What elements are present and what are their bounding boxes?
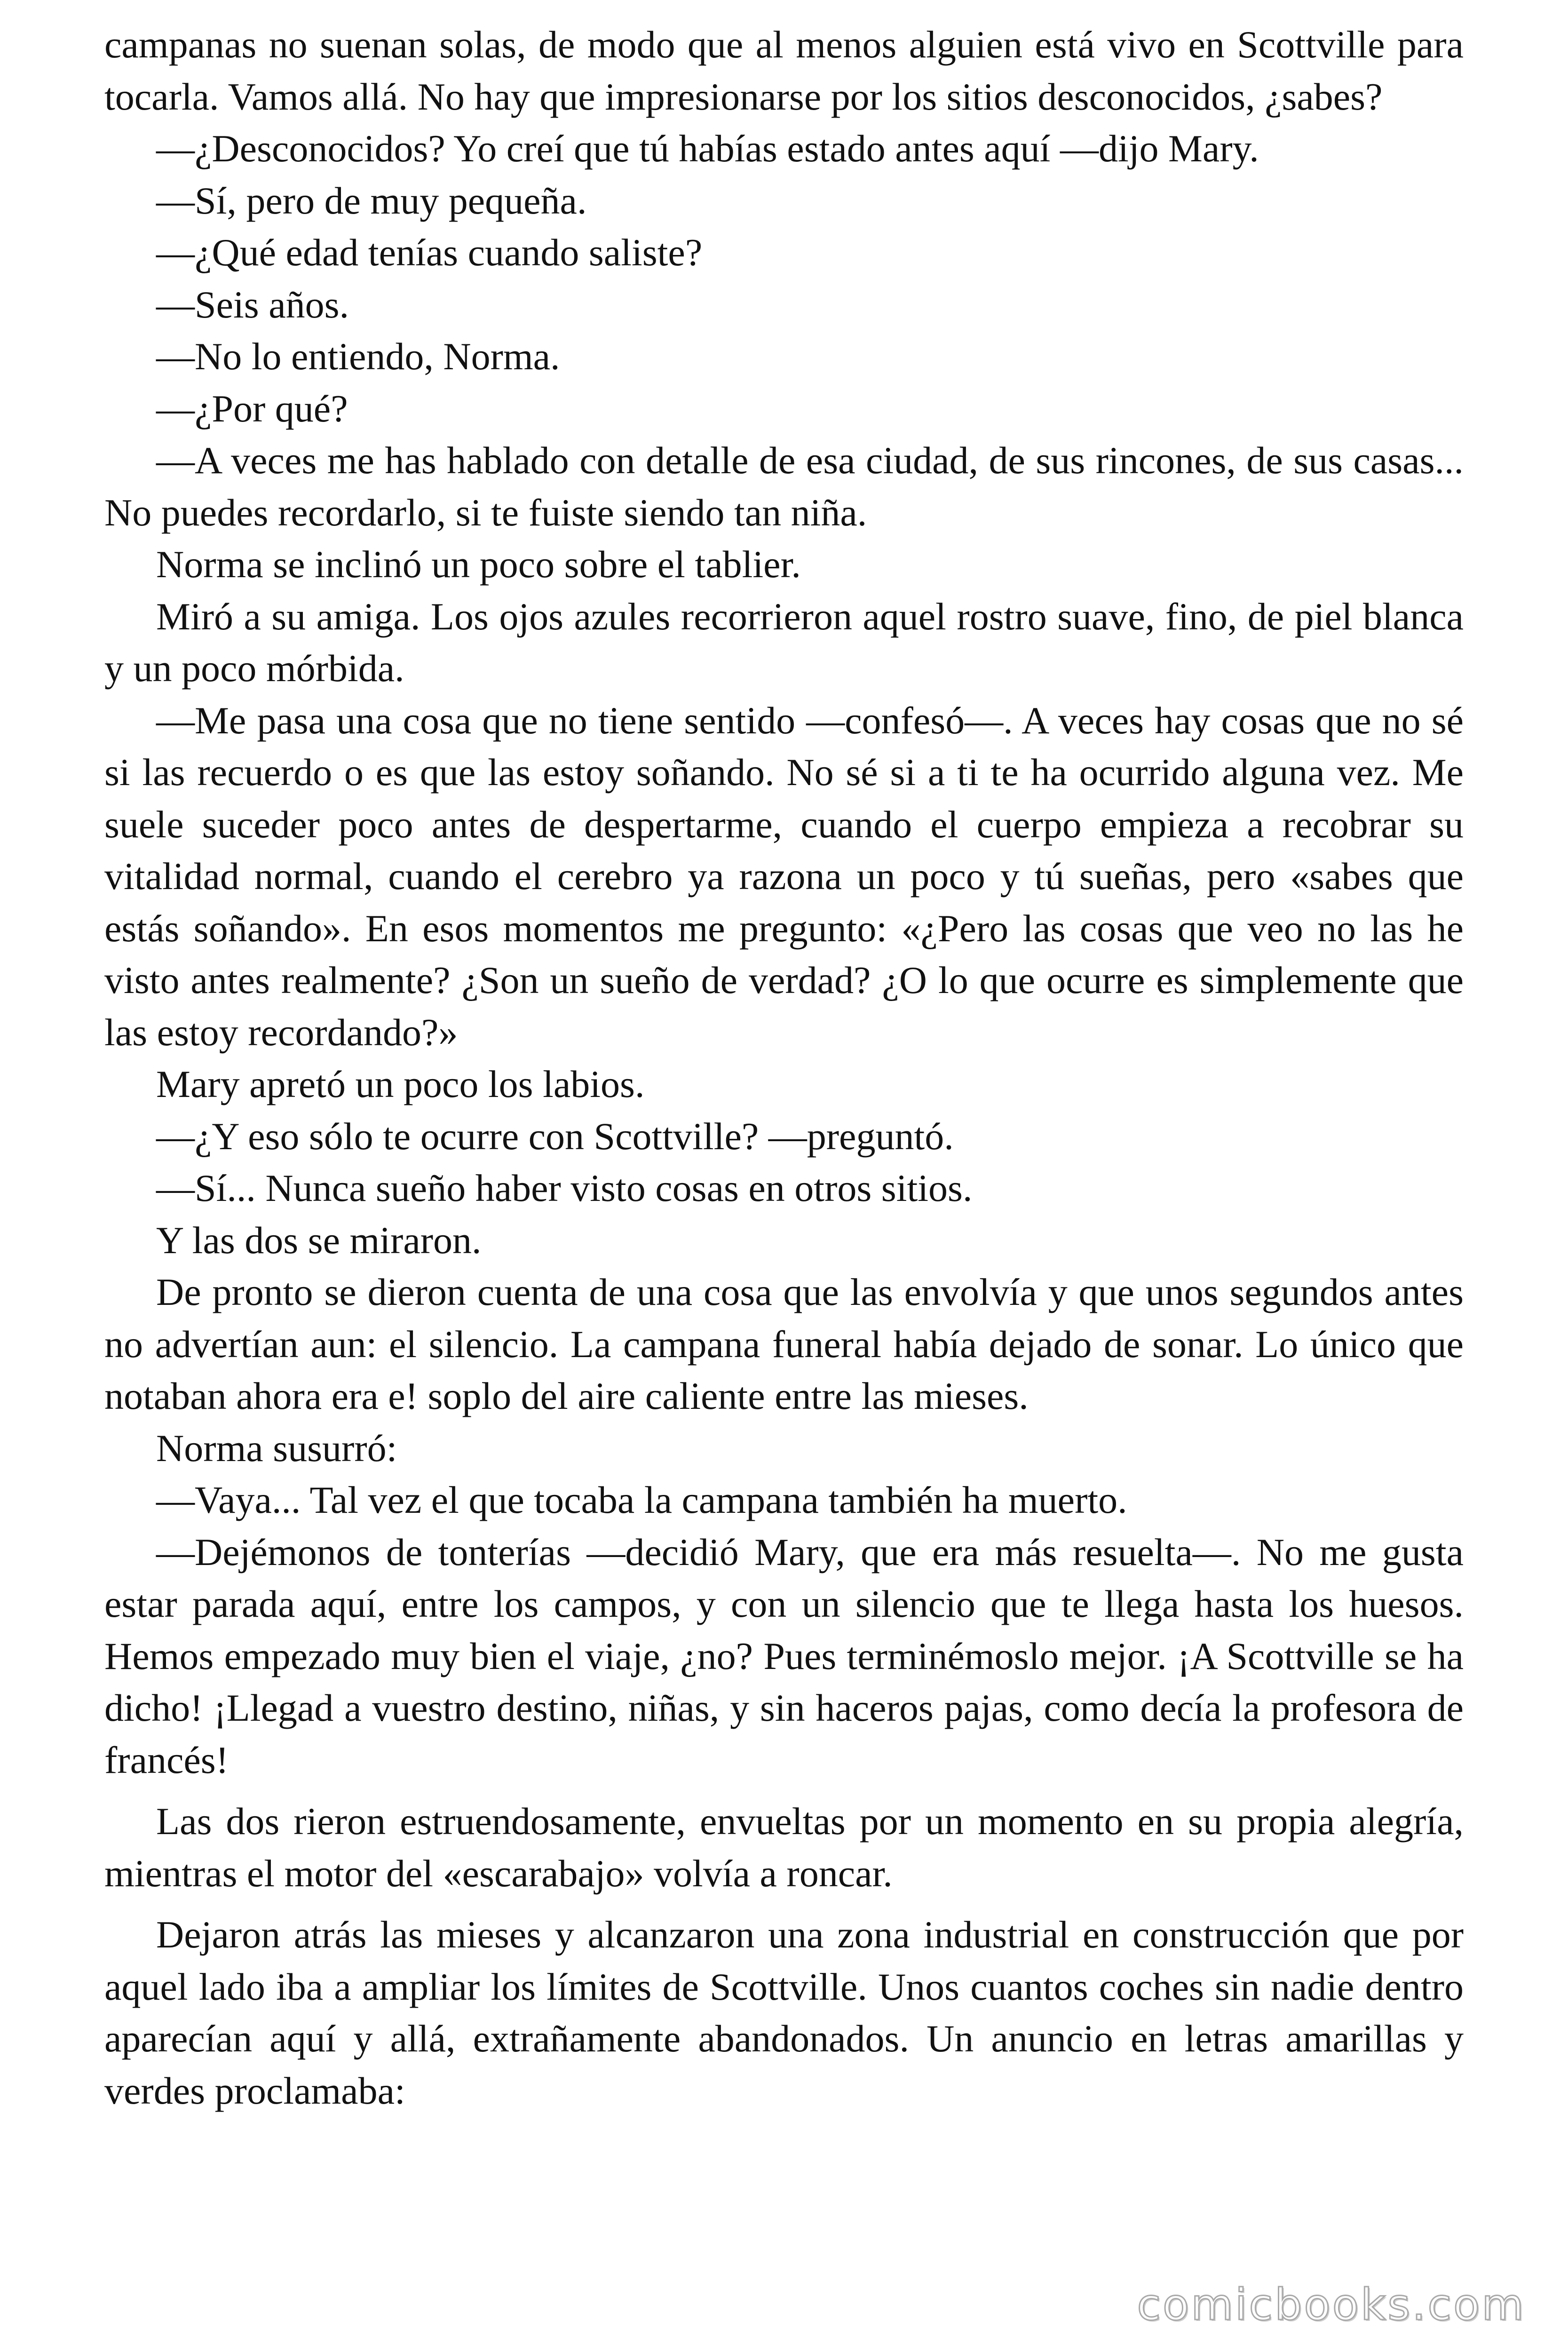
paragraph: —Seis años. [156, 283, 349, 326]
paragraph: —Sí, pero de muy pequeña. [156, 179, 587, 222]
paragraph: Dejaron atrás las mieses y alcanzaron una zona industrial en construcción que por aquel lado iba a ampliar los límites de Scottville. Unos cuantos coches sin nadie dentro aparecían aquí y allá, extrañamente abandonados. Un anuncio en letras amarillas y verdes proclamaba: [104, 1913, 1464, 2112]
paragraph: —Dejémonos de tonterías —decidió Mary, que era más resuelta—. No me gusta estar parada aquí, entre los campos, y con un silencio que te llega hasta los huesos. Hemos empezado muy bien el viaje, ¿no? Pues terminémoslo mejor. ¡A Scottville se ha dicho! ¡Llegad a vuestro destino, niñas, y sin haceros pajas, como decía la profesora de francés! [104, 1530, 1464, 1781]
paragraph: campanas no suenan solas, de modo que al menos alguien está vivo en Scottville para tocarla. Vamos allá. No hay que impresionarse por los sitios desconocidos, ¿sabes? [104, 23, 1464, 118]
paragraph: —A veces me has hablado con detalle de esa ciudad, de sus rincones, de sus casas... No puedes recordarlo, si te fuiste siendo tan niña. [104, 439, 1464, 534]
paragraph: —¿Y eso sólo te ocurre con Scottville? —preguntó. [156, 1114, 954, 1158]
paragraph: —¿Por qué? [156, 387, 348, 430]
paragraph: Las dos rieron estruendosamente, envueltas por un momento en su propia alegría, mientras el motor del «escarabajo» volvía a roncar. [104, 1800, 1464, 1895]
paragraph: Mary apretó un poco los labios. [156, 1063, 645, 1105]
paragraph: —Sí... Nunca sueño haber visto cosas en otros sitios. [156, 1167, 973, 1209]
paragraph: —No lo entiendo, Norma. [156, 335, 560, 378]
paragraph: Miró a su amiga. Los ojos azules recorrieron aquel rostro suave, fino, de piel blanca y un poco mórbida. [104, 595, 1464, 690]
paragraph: —¿Desconocidos? Yo creí que tú habías estado antes aquí —dijo Mary. [156, 127, 1259, 170]
body-text [104, 19, 1464, 2117]
paragraph: De pronto se dieron cuenta de una cosa que las envolvía y que unos segundos antes no advertían aun: el silencio. La campana funeral había dejado de sonar. Lo único que notaban ahora era e! soplo del aire caliente entre las mieses. [104, 1271, 1464, 1417]
paragraph: Y las dos se miraron. [156, 1218, 482, 1262]
paragraph: —¿Qué edad tenías cuando saliste? [156, 231, 703, 274]
paragraph: Norma se inclinó un poco sobre el tablier. [156, 543, 801, 586]
paragraph: Norma susurró: [156, 1426, 397, 1470]
watermark: comicbooks.com [1137, 2280, 1526, 2330]
paragraph: —Me pasa una cosa que no tiene sentido —confesó—. A veces hay cosas que no sé si las recuerdo o es que las estoy soñando. No sé si a ti te ha ocurrido alguna vez. Me suele suceder poco antes de despertarme, cuando el cuerpo empieza a recobrar su vitalidad normal, cuando el cerebro ya razona un poco y tú sueñas, pero «sabes que estás soñando». En esos momentos me pregunto: «¿Pero las cosas que veo no las he visto antes realmente? ¿Son un sueño de verdad? ¿O lo que ocurre es simplemente que las estoy recordando?» [104, 699, 1464, 1054]
paragraph: —Vaya... Tal vez el que tocaba la campana también ha muerto. [156, 1478, 1127, 1521]
